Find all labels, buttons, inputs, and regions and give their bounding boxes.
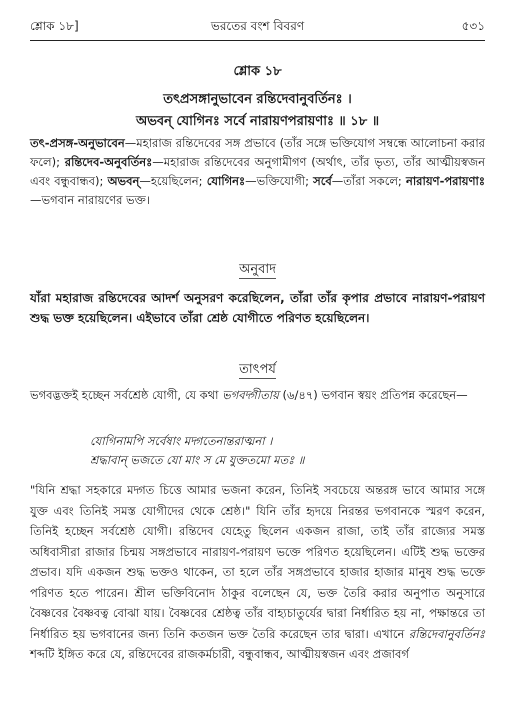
book-title: ভগবদ্গীতায় — [222, 388, 279, 402]
synonym-meaning: —মহারাজ রন্তিদেবের সঙ্গ প্রভাবে (তাঁর সঙ্গে ভক্তিযোগ সম্বন্ধে আলোচনা করার ফলে); — [30, 136, 485, 169]
purport-heading-text: তাৎপর্য — [239, 362, 276, 377]
verse-reference: শ্লোক ১৮] — [30, 19, 79, 33]
purport-body-text: "যিনি শ্রদ্ধা সহকারে মদ্গত চিত্তে আমার ভজনা করেন, তিনিই সবচেয়ে অন্তরঙ্গ ভাবে আমার সঙ্গে যুক্ত এবং তিনিই সমস্ত যোগীদের থেকে শ্রেষ্ঠ।" যিনি তাঁর হৃদয়ে নিরন্তর ভগবানকে স্মরণ করেন, তিনিই হচ্ছেন সর্বশ্রেষ্ঠ যোগী। রন্তিদেব যেহেতু ছিলেন একজন রাজা, তাই তাঁর রাজ্যের সমস্ত অধিবাসীরা রাজার চিন্ময় সঙ্গপ্রভাবে নারায়ণ-পরায়ণ ভক্তে পরিণত হয়েছিলেন। এটিই শুদ্ধ ভক্তের প্রভাব। যদি একজন শুদ্ধ ভক্তও থাকেন, তা হলে তাঁর সঙ্গপ্রভাবে হাজার হাজার মানুষ শুদ্ধ ভক্তে পরিণত হতে পারেন। শ্রীল ভক্তিবিনোদ ঠাকুর বলেছেন যে, ভক্ত তৈরি করার অনুপাত অনুসারে বৈষ্ণবের বৈষ্ণবত্ব বোঝা যায়। বৈষ্ণবের শ্রেষ্ঠত্ব তাঁর বাহ্যচাতুর্যের দ্বারা নির্ধারিত হয় না, পক্ষান্তরে তা নির্ধারিত হয় ভগবানের জন্য তিনি কতজন ভক্ত তৈরি করেছেন তার দ্বারা। এখানে — [30, 483, 485, 641]
synonym-meaning: —ভক্তিযোগী; — [245, 174, 309, 188]
synonym-meaning: —হয়েছিলেন; — [139, 174, 203, 188]
translation-heading — [30, 260, 485, 281]
gita-quote — [90, 432, 485, 470]
running-header — [30, 18, 485, 40]
purport-intro — [30, 386, 485, 405]
purport-intro-text: ভগবদ্ভক্তই হচ্ছেন সর্বশ্রেষ্ঠ যোগী, যে কথা — [30, 388, 223, 402]
verse-title: শ্লোক ১৮ — [233, 64, 282, 79]
verse-line-2: অভবন্ যোগিনঃ সর্বে নারায়ণপরায়ণাঃ ॥ ১৮ ॥ — [135, 114, 380, 129]
synonym-meaning: —মহারাজ রন্তিদেবের অনুগামীগণ (অর্থাৎ, তাঁর ভৃত্য, তাঁর আত্মীয়স্বজন এবং বন্ধুবান্ধব); — [30, 155, 485, 188]
sanskrit-term: রন্তিদেবানুবর্তিনঃ — [408, 626, 485, 641]
synonym-word: তৎ-প্রসঙ্গ-অনুভাবেন — [30, 136, 125, 150]
chapter-title: ভরতের বংশ বিবরণ — [210, 19, 305, 33]
purport-heading — [30, 360, 485, 381]
verse-line-1: তৎপ্রসঙ্গানুভাবেন রন্তিদেবানুবর্তিনঃ । — [163, 92, 352, 107]
synonyms-paragraph — [30, 134, 485, 210]
purport-body-text: শব্দটি ইঙ্গিত করে যে, রন্তিদেবের রাজকর্মচারী, বন্ধুবান্ধব, আত্মীয়স্বজন এবং প্রজাবর্গ — [30, 647, 409, 661]
purport-body — [30, 480, 485, 665]
header-rule — [30, 40, 485, 41]
synonym-word: যোগিনঃ — [206, 174, 246, 188]
synonym-meaning: —ভগবান নারায়ণের ভক্ত। — [30, 193, 150, 207]
translation-heading-text: অনুবাদ — [239, 262, 276, 277]
verse-block — [30, 62, 485, 133]
synonym-word: রন্তিদেব-অনুবর্তিনঃ — [64, 155, 153, 169]
translation-text: যাঁরা মহারাজ রন্তিদেবের আদর্শ অনুসরণ করেছিলেন, তাঁরা তাঁর কৃপার প্রভাবে নারায়ণ-পরায়ণ শুদ্ধ ভক্ত হয়েছিলেন। এইভাবে তাঁরা শ্রেষ্ঠ যোগীতে পরিণত হয়েছিলেন। — [30, 291, 485, 325]
quote-line-1: যোগিনামপি সর্বেষাং মদ্গতেনান্তরাত্মনা । — [90, 434, 273, 448]
synonym-word: অভবন্ — [107, 174, 140, 188]
synonym-word: সর্বে — [313, 174, 332, 188]
synonym-word: নারায়ণ-পরায়ণাঃ — [405, 174, 486, 188]
synonym-meaning: —তাঁরা সকলে; — [331, 174, 402, 188]
page-number: ৫৩১ — [461, 19, 485, 33]
purport-intro-text: (৬/৪৭) ভগবান স্বয়ং প্রতিপন্ন করেছেন— — [278, 388, 468, 402]
quote-line-2: শ্রদ্ধাবান্ ভজতে যো মাং স মে যুক্ততমো মতঃ ॥ — [90, 453, 305, 467]
